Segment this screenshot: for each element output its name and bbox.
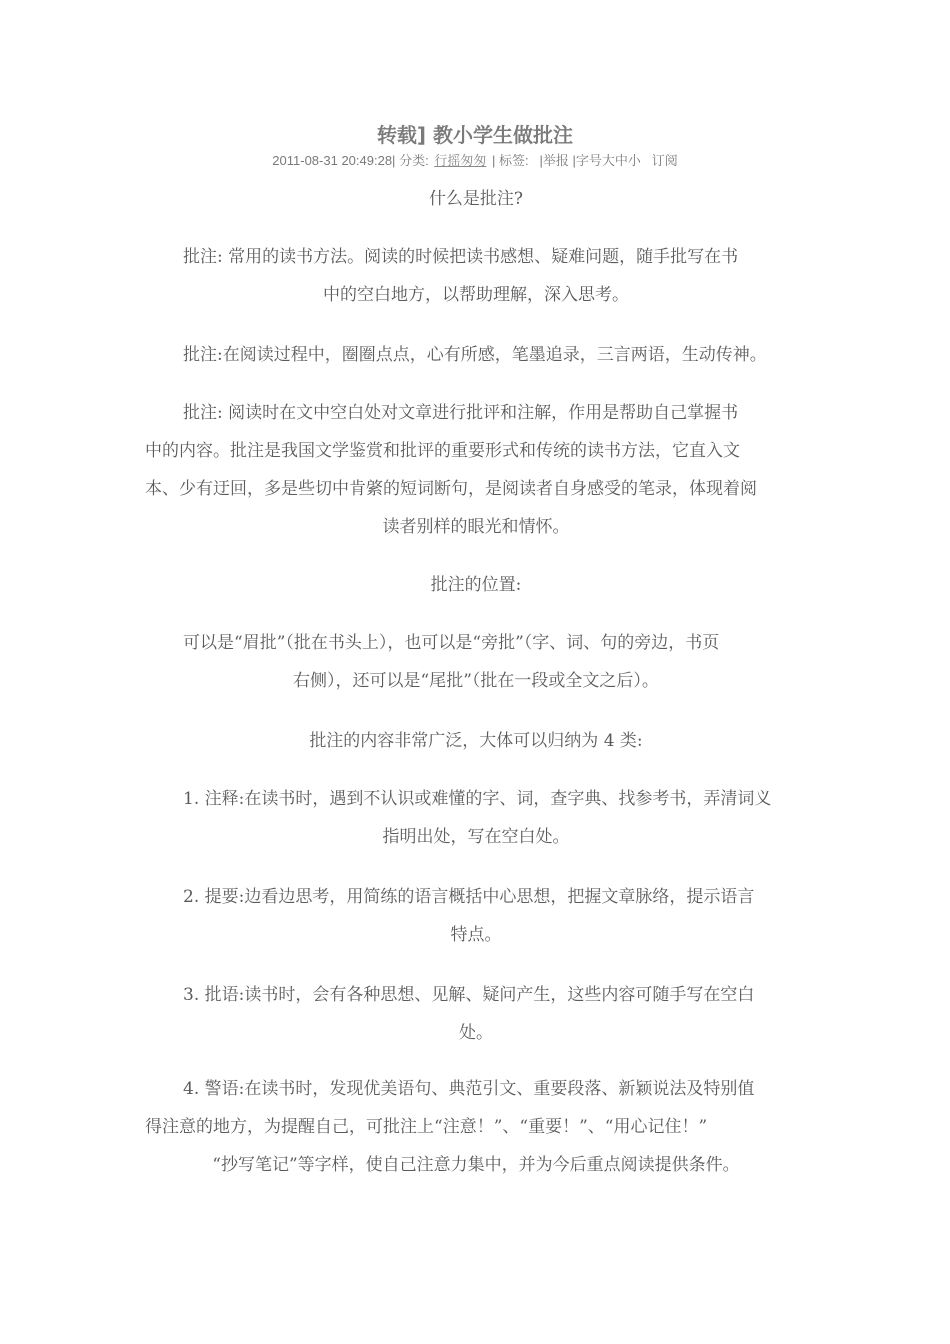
category-label: 分类:	[399, 153, 429, 168]
paragraph-line: 批注:在阅读过程中，圈圈点点，心有所感，笔墨追录，三言两语，生动传神。	[183, 345, 767, 365]
paragraph-line: 4. 警语:在读书时，发现优美语句、典范引文、重要段落、新颖说法及特别值	[183, 1079, 755, 1099]
paragraph-line: 读者别样的眼光和情怀。	[382, 517, 570, 537]
paragraph-line: “抄写笔记”等字样，使自己注意力集中，并为今后重点阅读提供条件。	[212, 1155, 740, 1175]
paragraph-content-intro	[145, 722, 807, 760]
article-meta	[0, 151, 950, 171]
paragraph-type-3	[145, 976, 807, 1052]
paragraph-definition-2	[145, 336, 807, 374]
subscribe-link[interactable]: 订阅	[651, 153, 678, 168]
paragraph-line: 批注的位置:	[430, 575, 522, 595]
meta-separator: |	[491, 153, 496, 168]
paragraph-line: 中的空白地方，以帮助理解，深入思考。	[323, 285, 629, 305]
paragraph-heading-position	[145, 566, 807, 604]
paragraph-definition-3	[145, 394, 807, 546]
paragraph-line: 本、少有迂回，多是些切中肯綮的短词断句，是阅读者自身感受的笔录，体现着阅	[145, 479, 757, 499]
paragraph-line: 可以是“眉批”（批在书头上），也可以是“旁批”（字、词、句的旁边，书页	[183, 633, 720, 653]
paragraph-line: 什么是批注?	[428, 189, 524, 209]
paragraph-line: 1. 注释:在读书时，遇到不认识或难懂的字、词，查字典、找参考书，弄清词义	[183, 789, 772, 809]
paragraph-definition-1	[145, 238, 807, 314]
paragraph-line: 3. 批语:读书时，会有各种思想、见解、疑问产生，这些内容可随手写在空白	[183, 985, 755, 1005]
paragraph-line: 特点。	[450, 925, 502, 945]
tags-label: 标签:	[498, 153, 529, 168]
paragraph-line: 得注意的地方，为提醒自己，可批注上“注意！”、“重要！”、“用心记住！”	[145, 1117, 708, 1137]
paragraph-heading-what	[145, 180, 807, 218]
paragraph-line: 处。	[459, 1023, 493, 1043]
category-link[interactable]: 行摇匆匆	[434, 153, 487, 168]
post-datetime: 2011-08-31 20:49:28|	[272, 153, 396, 168]
paragraph-line: 中的内容。批注是我国文学鉴赏和批评的重要形式和传统的读书方法，它直入文	[145, 441, 740, 461]
paragraph-positions	[145, 624, 807, 700]
report-link[interactable]: |举报	[539, 153, 569, 168]
paragraph-line: 2. 提要:边看边思考，用简练的语言概括中心思想，把握文章脉络，提示语言	[183, 887, 755, 907]
paragraph-line: 批注的内容非常广泛，大体可以归纳为 4 类:	[309, 731, 643, 751]
paragraph-line: 右侧），还可以是“尾批”（批在一段或全文之后）。	[293, 671, 659, 691]
paragraph-line: 批注: 阅读时在文中空白处对文章进行批评和注解，作用是帮助自己掌握书	[183, 403, 739, 423]
paragraph-type-1	[145, 780, 807, 856]
paragraph-line: 批注: 常用的读书方法。阅读的时候把读书感想、疑难问题，随手批写在书	[183, 247, 739, 267]
paragraph-type-2	[145, 878, 807, 954]
paragraph-line: 指明出处，写在空白处。	[382, 827, 570, 847]
font-size-control[interactable]: |字号大中小	[572, 153, 641, 168]
article-title: 转载] 教小学生做批注	[376, 123, 574, 147]
paragraph-type-4	[145, 1070, 807, 1184]
